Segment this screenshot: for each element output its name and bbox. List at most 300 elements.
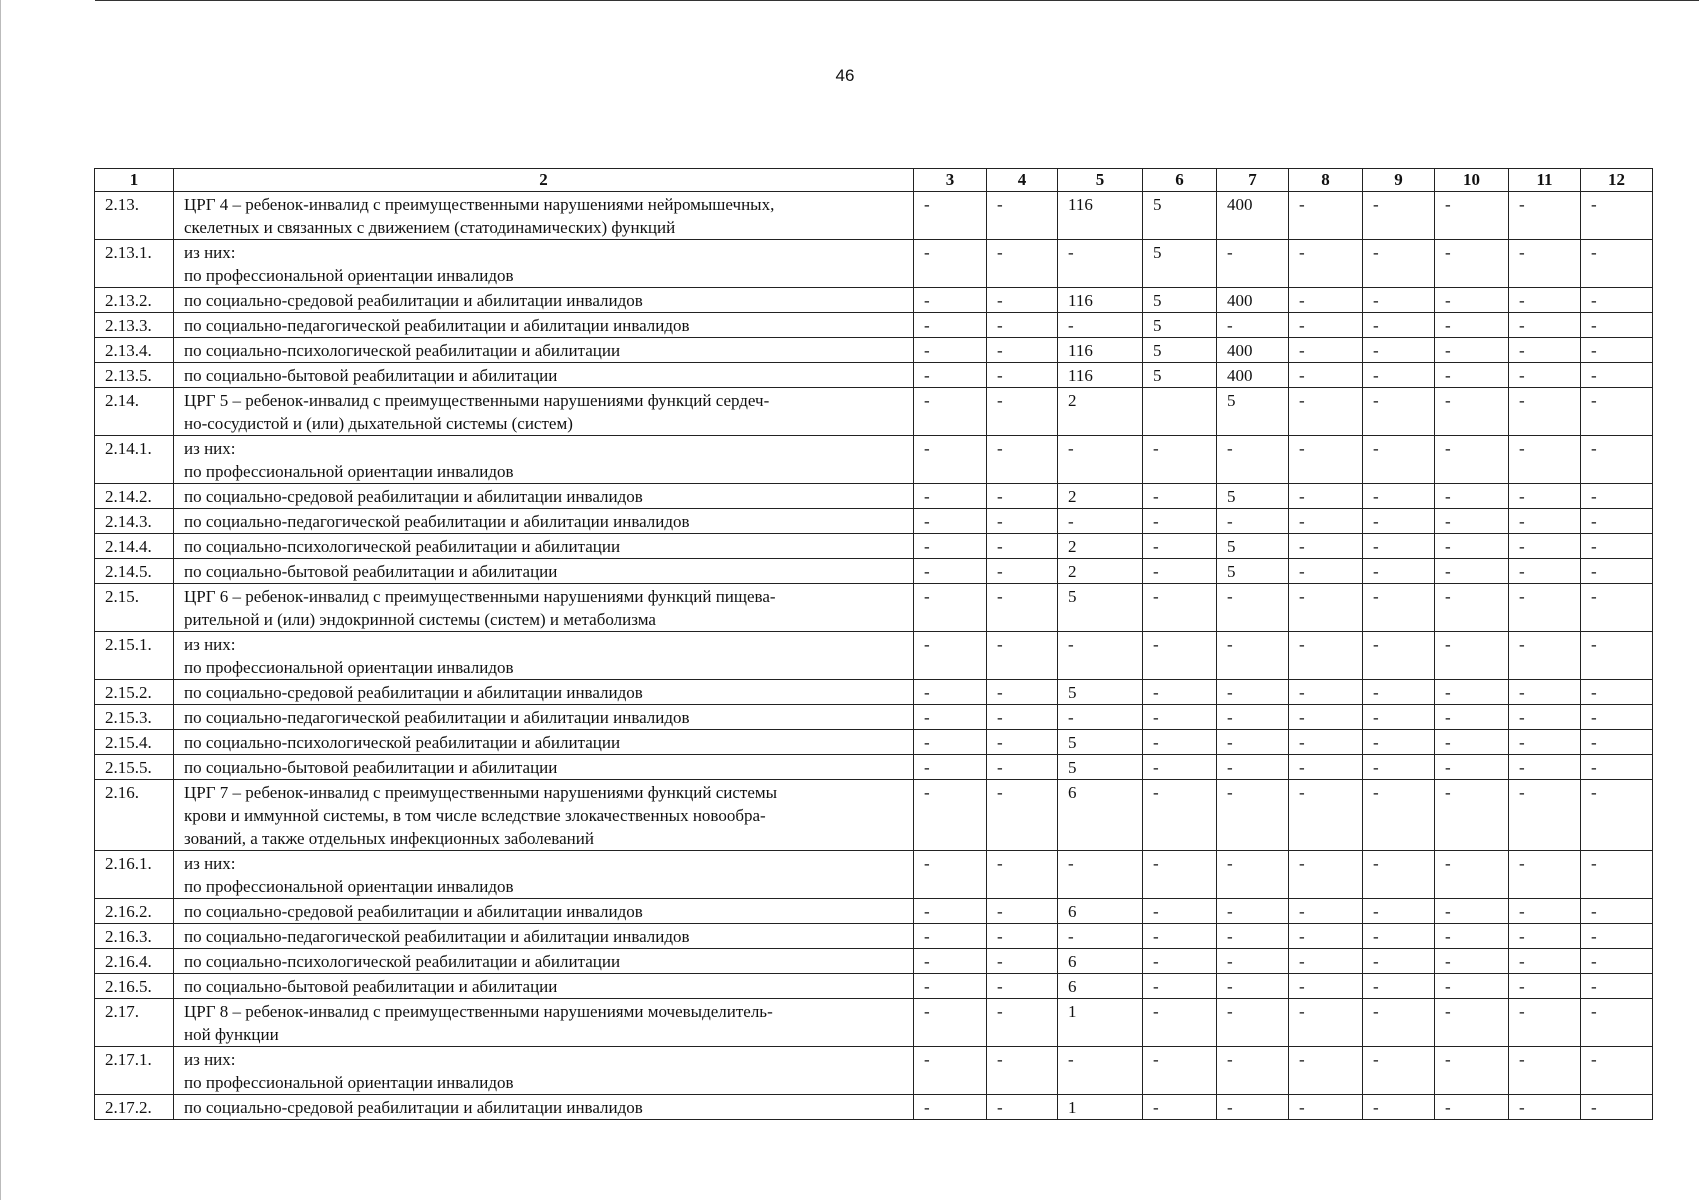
row-description xyxy=(174,999,914,1047)
cell-col-6: - xyxy=(1143,509,1217,534)
description-line: из них: xyxy=(184,635,236,654)
table-row xyxy=(95,949,1653,974)
row-description xyxy=(174,534,914,559)
table-row xyxy=(95,780,1653,851)
top-rule xyxy=(95,0,1699,1)
cell-col-10: - xyxy=(1435,363,1509,388)
description-line: по социально-педагогической реабилитации и абилитации инвалидов xyxy=(184,316,690,335)
cell-col-9: - xyxy=(1363,730,1435,755)
cell-col-4: - xyxy=(987,1095,1058,1120)
column-header-11: 11 xyxy=(1509,169,1581,192)
column-header-8: 8 xyxy=(1289,169,1363,192)
cell-col-4: - xyxy=(987,999,1058,1047)
cell-col-7: - xyxy=(1217,730,1289,755)
cell-col-9: - xyxy=(1363,680,1435,705)
cell-col-5: - xyxy=(1058,1047,1143,1095)
cell-col-5: 5 xyxy=(1058,755,1143,780)
row-number: 2.17.2. xyxy=(95,1095,174,1120)
row-description xyxy=(174,924,914,949)
cell-col-6: 5 xyxy=(1143,240,1217,288)
cell-col-3: - xyxy=(914,780,987,851)
table-row xyxy=(95,240,1653,288)
cell-col-9: - xyxy=(1363,484,1435,509)
table-row xyxy=(95,1095,1653,1120)
cell-col-10: - xyxy=(1435,851,1509,899)
cell-col-8: - xyxy=(1289,632,1363,680)
cell-col-5: 116 xyxy=(1058,363,1143,388)
cell-col-6: 5 xyxy=(1143,338,1217,363)
cell-col-12: - xyxy=(1581,899,1653,924)
cell-col-12: - xyxy=(1581,288,1653,313)
table-row xyxy=(95,705,1653,730)
cell-col-7: - xyxy=(1217,705,1289,730)
row-number: 2.15. xyxy=(95,584,174,632)
row-number: 2.15.2. xyxy=(95,680,174,705)
row-description xyxy=(174,240,914,288)
description-line: по социально-педагогической реабилитации и абилитации инвалидов xyxy=(184,927,690,946)
cell-col-5: 2 xyxy=(1058,534,1143,559)
row-number: 2.15.1. xyxy=(95,632,174,680)
row-number: 2.14.5. xyxy=(95,559,174,584)
cell-col-11: - xyxy=(1509,436,1581,484)
cell-col-10: - xyxy=(1435,534,1509,559)
cell-col-8: - xyxy=(1289,338,1363,363)
cell-col-9: - xyxy=(1363,313,1435,338)
table-row xyxy=(95,999,1653,1047)
cell-col-6: - xyxy=(1143,974,1217,999)
cell-col-7: 400 xyxy=(1217,288,1289,313)
cell-col-10: - xyxy=(1435,999,1509,1047)
cell-col-10: - xyxy=(1435,338,1509,363)
row-number: 2.13.3. xyxy=(95,313,174,338)
cell-col-4: - xyxy=(987,632,1058,680)
cell-col-11: - xyxy=(1509,705,1581,730)
cell-col-10: - xyxy=(1435,632,1509,680)
cell-col-12: - xyxy=(1581,949,1653,974)
cell-col-4: - xyxy=(987,388,1058,436)
cell-col-7: - xyxy=(1217,436,1289,484)
cell-col-11: - xyxy=(1509,755,1581,780)
cell-col-8: - xyxy=(1289,388,1363,436)
cell-col-7: 5 xyxy=(1217,388,1289,436)
cell-col-12: - xyxy=(1581,363,1653,388)
row-description xyxy=(174,680,914,705)
cell-col-9: - xyxy=(1363,288,1435,313)
cell-col-4: - xyxy=(987,974,1058,999)
table-row xyxy=(95,436,1653,484)
column-header-5: 5 xyxy=(1058,169,1143,192)
cell-col-3: - xyxy=(914,705,987,730)
cell-col-11: - xyxy=(1509,509,1581,534)
cell-col-3: - xyxy=(914,363,987,388)
description-line: крови и иммунной системы, в том числе вследствие злокачественных новообра- xyxy=(184,806,766,825)
cell-col-4: - xyxy=(987,755,1058,780)
description-line: из них: xyxy=(184,1050,236,1069)
table-row xyxy=(95,730,1653,755)
cell-col-4: - xyxy=(987,240,1058,288)
row-description xyxy=(174,338,914,363)
cell-col-11: - xyxy=(1509,851,1581,899)
cell-col-5: - xyxy=(1058,313,1143,338)
cell-col-5: 1 xyxy=(1058,1095,1143,1120)
cell-col-4: - xyxy=(987,924,1058,949)
row-number: 2.16. xyxy=(95,780,174,851)
cell-col-8: - xyxy=(1289,1095,1363,1120)
row-description xyxy=(174,851,914,899)
cell-col-6: - xyxy=(1143,999,1217,1047)
description-line: по социально-средовой реабилитации и абилитации инвалидов xyxy=(184,487,643,506)
cell-col-7: - xyxy=(1217,851,1289,899)
cell-col-5: 1 xyxy=(1058,999,1143,1047)
cell-col-5: 2 xyxy=(1058,559,1143,584)
cell-col-10: - xyxy=(1435,313,1509,338)
row-number: 2.16.5. xyxy=(95,974,174,999)
cell-col-12: - xyxy=(1581,192,1653,240)
cell-col-8: - xyxy=(1289,1047,1363,1095)
cell-col-6: - xyxy=(1143,584,1217,632)
cell-col-6: - xyxy=(1143,899,1217,924)
cell-col-10: - xyxy=(1435,584,1509,632)
row-number: 2.16.4. xyxy=(95,949,174,974)
cell-col-4: - xyxy=(987,363,1058,388)
cell-col-7: - xyxy=(1217,1047,1289,1095)
cell-col-3: - xyxy=(914,338,987,363)
cell-col-8: - xyxy=(1289,680,1363,705)
cell-col-5: 5 xyxy=(1058,730,1143,755)
column-header-7: 7 xyxy=(1217,169,1289,192)
cell-col-7: - xyxy=(1217,924,1289,949)
cell-col-4: - xyxy=(987,338,1058,363)
cell-col-11: - xyxy=(1509,680,1581,705)
cell-col-7: 5 xyxy=(1217,534,1289,559)
cell-col-7: 400 xyxy=(1217,192,1289,240)
cell-col-10: - xyxy=(1435,192,1509,240)
cell-col-3: - xyxy=(914,755,987,780)
cell-col-10: - xyxy=(1435,288,1509,313)
cell-col-6: - xyxy=(1143,1095,1217,1120)
cell-col-5: 2 xyxy=(1058,484,1143,509)
cell-col-7: - xyxy=(1217,1095,1289,1120)
column-header-10: 10 xyxy=(1435,169,1509,192)
cell-col-11: - xyxy=(1509,1095,1581,1120)
row-number: 2.13.2. xyxy=(95,288,174,313)
cell-col-12: - xyxy=(1581,1047,1653,1095)
cell-col-3: - xyxy=(914,436,987,484)
column-header-3: 3 xyxy=(914,169,987,192)
table-row xyxy=(95,313,1653,338)
left-scan-edge xyxy=(0,0,1,1200)
table-row xyxy=(95,584,1653,632)
cell-col-8: - xyxy=(1289,899,1363,924)
cell-col-3: - xyxy=(914,899,987,924)
column-header-6: 6 xyxy=(1143,169,1217,192)
cell-col-3: - xyxy=(914,974,987,999)
cell-col-10: - xyxy=(1435,680,1509,705)
cell-col-3: - xyxy=(914,851,987,899)
cell-col-7: - xyxy=(1217,313,1289,338)
cell-col-10: - xyxy=(1435,755,1509,780)
cell-col-11: - xyxy=(1509,484,1581,509)
description-line: по социально-педагогической реабилитации и абилитации инвалидов xyxy=(184,512,690,531)
cell-col-11: - xyxy=(1509,313,1581,338)
cell-col-10: - xyxy=(1435,484,1509,509)
cell-col-3: - xyxy=(914,484,987,509)
cell-col-8: - xyxy=(1289,509,1363,534)
table-row xyxy=(95,924,1653,949)
description-line: по социально-средовой реабилитации и абилитации инвалидов xyxy=(184,291,643,310)
rehabilitation-table xyxy=(94,168,1653,1120)
description-line: по профессиональной ориентации инвалидов xyxy=(184,877,514,896)
cell-col-8: - xyxy=(1289,584,1363,632)
cell-col-11: - xyxy=(1509,338,1581,363)
cell-col-8: - xyxy=(1289,949,1363,974)
cell-col-5: - xyxy=(1058,924,1143,949)
cell-col-5: 2 xyxy=(1058,388,1143,436)
cell-col-11: - xyxy=(1509,584,1581,632)
table-row xyxy=(95,632,1653,680)
cell-col-3: - xyxy=(914,584,987,632)
table-row xyxy=(95,192,1653,240)
row-description xyxy=(174,584,914,632)
cell-col-12: - xyxy=(1581,484,1653,509)
cell-col-3: - xyxy=(914,730,987,755)
cell-col-4: - xyxy=(987,1047,1058,1095)
cell-col-5: - xyxy=(1058,705,1143,730)
cell-col-3: - xyxy=(914,999,987,1047)
cell-col-4: - xyxy=(987,584,1058,632)
cell-col-9: - xyxy=(1363,436,1435,484)
cell-col-7: 5 xyxy=(1217,484,1289,509)
cell-col-10: - xyxy=(1435,388,1509,436)
cell-col-6: 5 xyxy=(1143,313,1217,338)
table-row xyxy=(95,288,1653,313)
row-number: 2.14. xyxy=(95,388,174,436)
cell-col-12: - xyxy=(1581,559,1653,584)
description-line: по социально-бытовой реабилитации и абилитации xyxy=(184,758,558,777)
cell-col-8: - xyxy=(1289,780,1363,851)
cell-col-9: - xyxy=(1363,388,1435,436)
description-line: по социально-психологической реабилитации и абилитации xyxy=(184,341,621,360)
cell-col-3: - xyxy=(914,924,987,949)
cell-col-6: - xyxy=(1143,559,1217,584)
cell-col-7: - xyxy=(1217,755,1289,780)
row-number: 2.16.3. xyxy=(95,924,174,949)
row-number: 2.16.1. xyxy=(95,851,174,899)
row-description xyxy=(174,755,914,780)
column-header-2: 2 xyxy=(174,169,914,192)
row-description xyxy=(174,288,914,313)
cell-col-8: - xyxy=(1289,288,1363,313)
page-number: 46 xyxy=(835,66,855,85)
cell-col-12: - xyxy=(1581,584,1653,632)
cell-col-11: - xyxy=(1509,999,1581,1047)
cell-col-11: - xyxy=(1509,924,1581,949)
cell-col-4: - xyxy=(987,899,1058,924)
cell-col-6: 5 xyxy=(1143,288,1217,313)
description-line: ЦРГ 8 – ребенок-инвалид с преимущественными нарушениями мочевыделитель- xyxy=(184,1002,773,1021)
cell-col-5: 6 xyxy=(1058,780,1143,851)
row-number: 2.14.3. xyxy=(95,509,174,534)
cell-col-9: - xyxy=(1363,974,1435,999)
cell-col-3: - xyxy=(914,240,987,288)
cell-col-4: - xyxy=(987,288,1058,313)
cell-col-10: - xyxy=(1435,705,1509,730)
description-line: по профессиональной ориентации инвалидов xyxy=(184,266,514,285)
cell-col-10: - xyxy=(1435,559,1509,584)
table-row xyxy=(95,363,1653,388)
cell-col-5: 5 xyxy=(1058,584,1143,632)
cell-col-6: - xyxy=(1143,949,1217,974)
cell-col-12: - xyxy=(1581,534,1653,559)
cell-col-5: 116 xyxy=(1058,288,1143,313)
row-description xyxy=(174,1047,914,1095)
cell-col-6: - xyxy=(1143,1047,1217,1095)
cell-col-5: - xyxy=(1058,509,1143,534)
cell-col-4: - xyxy=(987,780,1058,851)
cell-col-11: - xyxy=(1509,780,1581,851)
cell-col-10: - xyxy=(1435,509,1509,534)
row-description xyxy=(174,780,914,851)
cell-col-8: - xyxy=(1289,851,1363,899)
description-line: ЦРГ 7 – ребенок-инвалид с преимущественными нарушениями функций системы xyxy=(184,783,778,802)
cell-col-12: - xyxy=(1581,632,1653,680)
cell-col-5: 6 xyxy=(1058,949,1143,974)
cell-col-9: - xyxy=(1363,1095,1435,1120)
cell-col-8: - xyxy=(1289,436,1363,484)
table-row xyxy=(95,899,1653,924)
cell-col-4: - xyxy=(987,949,1058,974)
cell-col-5: 116 xyxy=(1058,338,1143,363)
cell-col-9: - xyxy=(1363,899,1435,924)
cell-col-8: - xyxy=(1289,484,1363,509)
cell-col-4: - xyxy=(987,436,1058,484)
cell-col-9: - xyxy=(1363,240,1435,288)
description-line: из них: xyxy=(184,439,236,458)
cell-col-11: - xyxy=(1509,288,1581,313)
row-description xyxy=(174,705,914,730)
description-line: ЦРГ 6 – ребенок-инвалид с преимущественными нарушениями функций пищева- xyxy=(184,587,776,606)
cell-col-6: - xyxy=(1143,755,1217,780)
table-row xyxy=(95,851,1653,899)
row-description xyxy=(174,974,914,999)
cell-col-3: - xyxy=(914,632,987,680)
cell-col-8: - xyxy=(1289,192,1363,240)
row-description xyxy=(174,363,914,388)
description-line: по социально-психологической реабилитации и абилитации xyxy=(184,733,621,752)
cell-col-6: - xyxy=(1143,436,1217,484)
cell-col-4: - xyxy=(987,559,1058,584)
row-description xyxy=(174,730,914,755)
cell-col-3: - xyxy=(914,559,987,584)
cell-col-9: - xyxy=(1363,584,1435,632)
cell-col-8: - xyxy=(1289,730,1363,755)
cell-col-10: - xyxy=(1435,1047,1509,1095)
cell-col-10: - xyxy=(1435,974,1509,999)
cell-col-11: - xyxy=(1509,192,1581,240)
cell-col-9: - xyxy=(1363,780,1435,851)
cell-col-8: - xyxy=(1289,755,1363,780)
column-header-12: 12 xyxy=(1581,169,1653,192)
cell-col-11: - xyxy=(1509,632,1581,680)
cell-col-9: - xyxy=(1363,755,1435,780)
cell-col-7: - xyxy=(1217,949,1289,974)
cell-col-7: - xyxy=(1217,974,1289,999)
row-number: 2.16.2. xyxy=(95,899,174,924)
cell-col-12: - xyxy=(1581,924,1653,949)
cell-col-3: - xyxy=(914,192,987,240)
cell-col-7: - xyxy=(1217,240,1289,288)
cell-col-6: - xyxy=(1143,484,1217,509)
cell-col-8: - xyxy=(1289,534,1363,559)
cell-col-6: - xyxy=(1143,851,1217,899)
row-description xyxy=(174,899,914,924)
cell-col-3: - xyxy=(914,313,987,338)
cell-col-7: 5 xyxy=(1217,559,1289,584)
cell-col-7: - xyxy=(1217,680,1289,705)
row-description xyxy=(174,949,914,974)
description-line: ЦРГ 4 – ребенок-инвалид с преимущественными нарушениями нейромышечных, xyxy=(184,195,775,214)
row-number: 2.15.4. xyxy=(95,730,174,755)
column-header-4: 4 xyxy=(987,169,1058,192)
cell-col-4: - xyxy=(987,534,1058,559)
table-row xyxy=(95,755,1653,780)
cell-col-10: - xyxy=(1435,240,1509,288)
description-line: но-сосудистой и (или) дыхательной системы (систем) xyxy=(184,414,573,433)
cell-col-8: - xyxy=(1289,999,1363,1047)
cell-col-6: 5 xyxy=(1143,192,1217,240)
cell-col-5: - xyxy=(1058,632,1143,680)
cell-col-3: - xyxy=(914,534,987,559)
cell-col-11: - xyxy=(1509,730,1581,755)
row-number: 2.15.5. xyxy=(95,755,174,780)
cell-col-6: - xyxy=(1143,780,1217,851)
cell-col-12: - xyxy=(1581,755,1653,780)
row-description xyxy=(174,632,914,680)
cell-col-7: - xyxy=(1217,999,1289,1047)
cell-col-12: - xyxy=(1581,509,1653,534)
cell-col-11: - xyxy=(1509,240,1581,288)
cell-col-11: - xyxy=(1509,899,1581,924)
cell-col-9: - xyxy=(1363,534,1435,559)
table-row xyxy=(95,388,1653,436)
cell-col-12: - xyxy=(1581,999,1653,1047)
description-line: по социально-бытовой реабилитации и абилитации xyxy=(184,562,558,581)
cell-col-5: 6 xyxy=(1058,974,1143,999)
cell-col-12: - xyxy=(1581,851,1653,899)
table-row xyxy=(95,1047,1653,1095)
column-header-1: 1 xyxy=(95,169,174,192)
cell-col-9: - xyxy=(1363,999,1435,1047)
cell-col-6: - xyxy=(1143,924,1217,949)
description-line: зований, а также отдельных инфекционных заболеваний xyxy=(184,829,594,848)
cell-col-9: - xyxy=(1363,509,1435,534)
description-line: скелетных и связанных с движением (статодинамических) функций xyxy=(184,218,676,237)
description-line: по социально-средовой реабилитации и абилитации инвалидов xyxy=(184,683,643,702)
cell-col-8: - xyxy=(1289,559,1363,584)
cell-col-10: - xyxy=(1435,924,1509,949)
cell-col-11: - xyxy=(1509,363,1581,388)
row-number: 2.14.4. xyxy=(95,534,174,559)
cell-col-3: - xyxy=(914,1095,987,1120)
row-number: 2.13.1. xyxy=(95,240,174,288)
row-description xyxy=(174,484,914,509)
cell-col-10: - xyxy=(1435,1095,1509,1120)
cell-col-12: - xyxy=(1581,338,1653,363)
cell-col-3: - xyxy=(914,288,987,313)
description-line: по профессиональной ориентации инвалидов xyxy=(184,658,514,677)
cell-col-12: - xyxy=(1581,1095,1653,1120)
cell-col-12: - xyxy=(1581,436,1653,484)
